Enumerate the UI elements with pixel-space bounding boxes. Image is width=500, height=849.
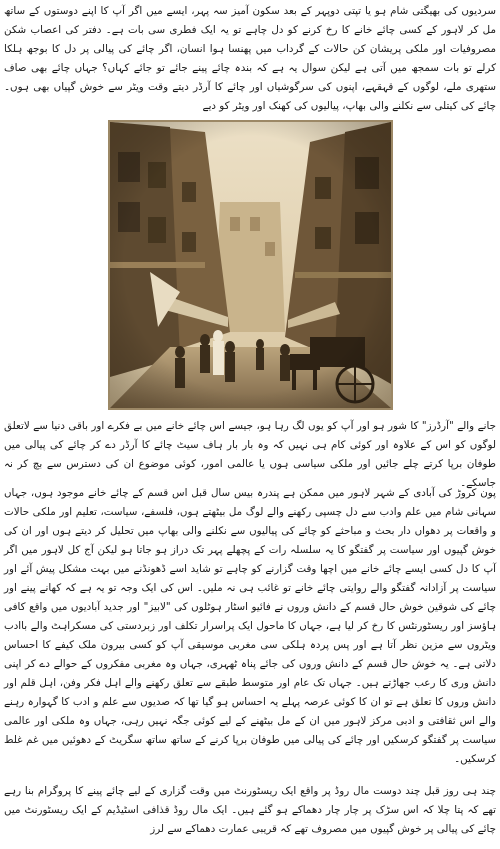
street-photo-illustration xyxy=(110,122,391,408)
article-paragraph-4: چند ہی روز قبل چند دوست مال روڈ پر واقع ایک ریسٹورنٹ میں وقت گزاری کے لیے چائے پینے کا پروگرام بنا رہے تھے کہ پتا چلا کہ اس سڑک پر چار چار دھماکے ہو گئے ہیں۔ ایک مال روڈ قذافی اسٹیڈیم کے ایک ریسٹورنٹ میں چائے کی پیالی پر خوش گپیوں میں مصروف تھے کہ قریبی عمارت دھماکے سے لرز xyxy=(4,785,496,835)
article-paragraph-2: جانے والے "آرڈرز" کا شور ہو اور آپ کو یوں لگ رہا ہو، جیسے اس چائے خانے میں بے فکرے اور باقی دنیا سے لاتعلق لوگوں کو اس کے علاوہ اور کوئی کام ہی نہیں کہ وہ بار بار ہاف سیٹ چائے کا آرڈر دے کر چائے کی پیالی میں طوفان برپا کرتے چلے جائیں اور ملکی سیاسی ہوں یا عالمی امور، کوئی موضوع ان کی دسترس سے بچ کر نہ جاسکے۔ xyxy=(4,420,496,489)
street-photo xyxy=(108,120,393,410)
article-paragraph-3: پون کروڑ کی آبادی کے شہر لاہور میں ممکن ہے پندرہ بیس سال قبل اس قسم کے چائے خانے موجود ہوں، جہاں سہانی شام میں علم وادب سے دل چسپی رکھنے والے لوگ مل بیٹھتے ہوں، فلسفے، سیاست، تعلیم اور ملکی حالات و واقعات پر دھواں دار بحث و مباحثے کو چائے کی پیالیوں سے نکلنے والی بھاپ میں تحلیل کر دیتے ہوں اور ان کی خوش گپیوں اور سیاست پر گفتگو کا یہ سلسلہ رات کے پچھلے پہر تک دراز ہو جاتا ہو لیکن آج کل لاہور میں اگر آپ کا دل کسی ایسے چائے خانے میں اچھا وقت گزارنے کو چاہے تو شاید اسے ڈھونڈنے میں بہت مشکل پیش آئے اور سیاست پر آزادانہ گفتگو والے روایتی چائے خانے تو غائب ہی نہ ملیں۔ اس کی ایک وجہ تو یہ ہے کہ کھانے پینے اور چائے کی شوقین خوش حال قسم کے دانش وروں نے فائیو اسٹار ہوٹلوں کی "لابیز" اور جدید آبادیوں میں واقع کافی ہاؤسز اور ریسٹورنٹس کا رخ کر لیا ہے، جہاں کا ماحول ایک پراسرار تکلف اور زبردستی کی مسکراہٹ والے باادب ویٹروں سے مزین نظر آتا ہے اور پس پردہ ہلکی سی مغربی موسیقی آپ کو کسی بیرون ملک کیفے کا احساس دلاتی ہے۔ یہ خوش حال قسم کے دانش وروں کی جائے پناہ ٹھہری، جہاں وہ مغربی مفکروں کے حوالے دے کر اپنی دانش وری کا رعب جھاڑتے ہیں۔ جہاں تک عام اور متوسط طبقے سے تعلق رکھنے والے اہل فکر وفن، اہل قلم اور دانش وروں کا تعلق ہے تو ان کا کوئی عرصہ پہلے یہ احساس ہو گیا تھا کہ صدیوں سے علم و ادب کا گہوارہ رہنے والے اس ثقافتی و ادبی مرکز لاہور میں ان کے مل بیٹھنے کے لیے کوئی جگہ نہیں رہی، جہاں وہ ملکی اور عالمی سیاست پر گفتگو کرسکیں اور چائے کی پیالی میں طوفان برپا کرنے کے ساتھ ساتھ سگریٹ کے دھوئیں میں غم غلط کرسکیں۔ xyxy=(4,487,496,765)
article-paragraph-1: سردیوں کی بھیگتی شام ہو یا تپتی دوپہر کے بعد سکون آمیز سہ پہر، ایسے میں اگر آپ کا اپنے دوستوں کے ساتھ مل کر لاہور کے کسی چائے خانے کا رخ کرنے کو دل چاہے تو یہ ایک فطری سی بات ہے۔ دفتر کی اعصاب شکن مصروفیات اور ملکی پریشان کن حالات کے گرداب میں پھنسا ہوا انسان، اگر چائے کی پیالی پر دل کا بوجھ ہلکا کرلے تو بات سمجھ میں آتی ہے لیکن سوال یہ ہے کہ بندہ چائے پینے جائے تو جائے کہاں؟ جہاں چائے بھی صاف ستھری ملے، لوگوں کے قہقہے، اپنوں کی سرگوشیاں اور چائے کا آرڈر دیتے وقت ویٹر سے خوش گپیاں بھی ہوں۔ چائے کی کیتلی سے نکلنے والی بھاپ، پیالیوں کی کھنک اور ویٹر کو دیے xyxy=(4,5,496,112)
